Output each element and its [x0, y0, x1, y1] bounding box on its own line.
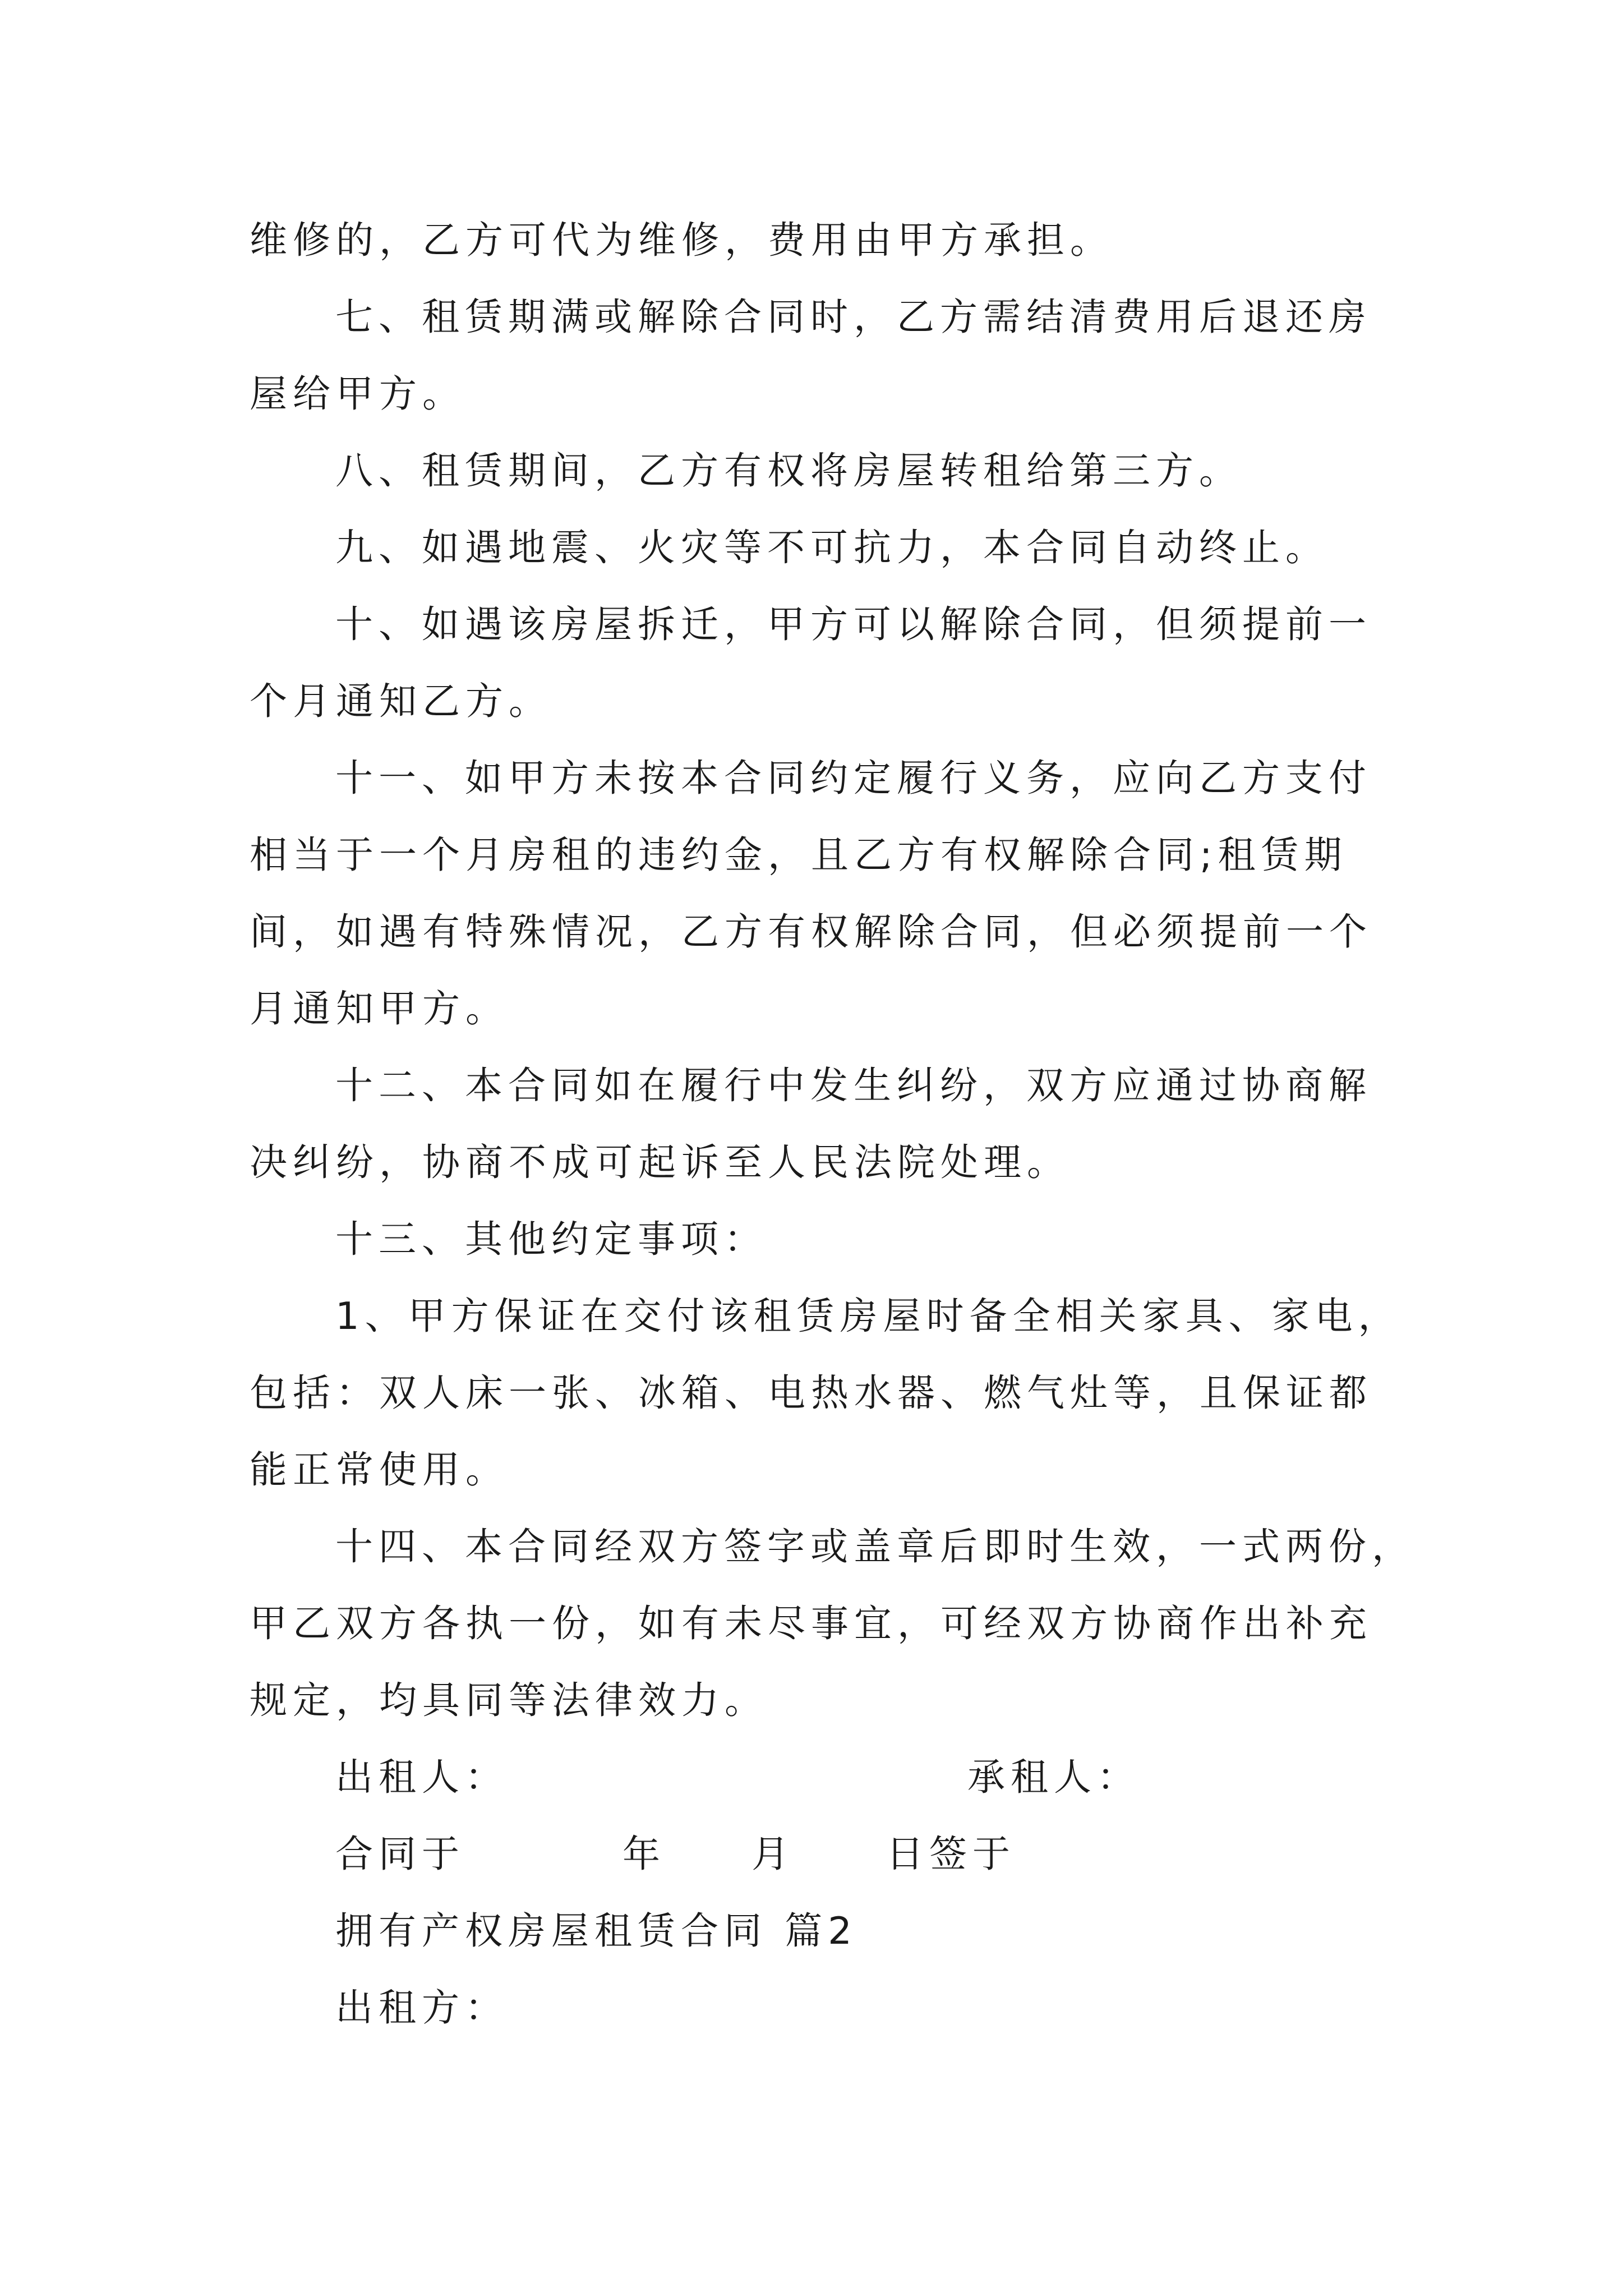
date-year: 年: [623, 1832, 666, 1876]
paragraph-line: 月通知甲方。: [250, 987, 509, 1030]
paragraph-line: 能正常使用。: [250, 1448, 509, 1492]
date-month: 月: [751, 1832, 795, 1876]
paragraph-line: 十三、其他约定事项：: [335, 1217, 767, 1261]
paragraph-line: 七、租赁期满或解除合同时，乙方需结清费用后退还房: [335, 295, 1372, 339]
paragraph-line: 八、租赁期间，乙方有权将房屋转租给第三方。: [335, 449, 1242, 493]
paragraph-line: 决纠纷，协商不成可起诉至人民法院处理。: [250, 1140, 1070, 1184]
date-day: 日签于: [886, 1832, 1016, 1876]
paragraph-line: 出租方：: [335, 1986, 508, 2030]
paragraph-line: 十四、本合同经双方签字或盖章后即时生效，一式两份，: [335, 1525, 1415, 1568]
paragraph-line: 1、甲方保证在交付该租赁房屋时备全相关家具、家电，: [335, 1294, 1401, 1338]
lessor-signature-label: 出租人：: [335, 1755, 508, 1799]
paragraph-line: 九、如遇地震、火灾等不可抗力，本合同自动终止。: [335, 526, 1329, 569]
paragraph-line: 维修的，乙方可代为维修，费用由甲方承担。: [250, 218, 1113, 262]
paragraph-line: 相当于一个月房租的违约金，且乙方有权解除合同;租赁期: [250, 833, 1348, 877]
paragraph-line: 甲乙双方各执一份，如有未尽事宜，可经双方协商作出补充: [250, 1602, 1372, 1645]
paragraph-line: 十二、本合同如在履行中发生纠纷，双方应通过协商解: [335, 1064, 1372, 1107]
lessee-signature-label: 承租人：: [967, 1755, 1140, 1799]
section-title: 拥有产权房屋租赁合同 篇2: [335, 1909, 857, 1953]
paragraph-line: 包括：双人床一张、冰箱、电热水器、燃气灶等，且保证都: [250, 1371, 1372, 1415]
paragraph-line: 屋给甲方。: [250, 372, 465, 416]
date-prefix: 合同于: [335, 1832, 465, 1876]
paragraph-line: 间，如遇有特殊情况，乙方有权解除合同，但必须提前一个: [250, 910, 1372, 954]
paragraph-line: 十一、如甲方未按本合同约定履行义务，应向乙方支付: [335, 756, 1372, 800]
paragraph-line: 个月通知乙方。: [250, 679, 552, 723]
paragraph-line: 规定，均具同等法律效力。: [250, 1678, 768, 1722]
paragraph-line: 十、如遇该房屋拆迁，甲方可以解除合同，但须提前一: [335, 602, 1372, 646]
